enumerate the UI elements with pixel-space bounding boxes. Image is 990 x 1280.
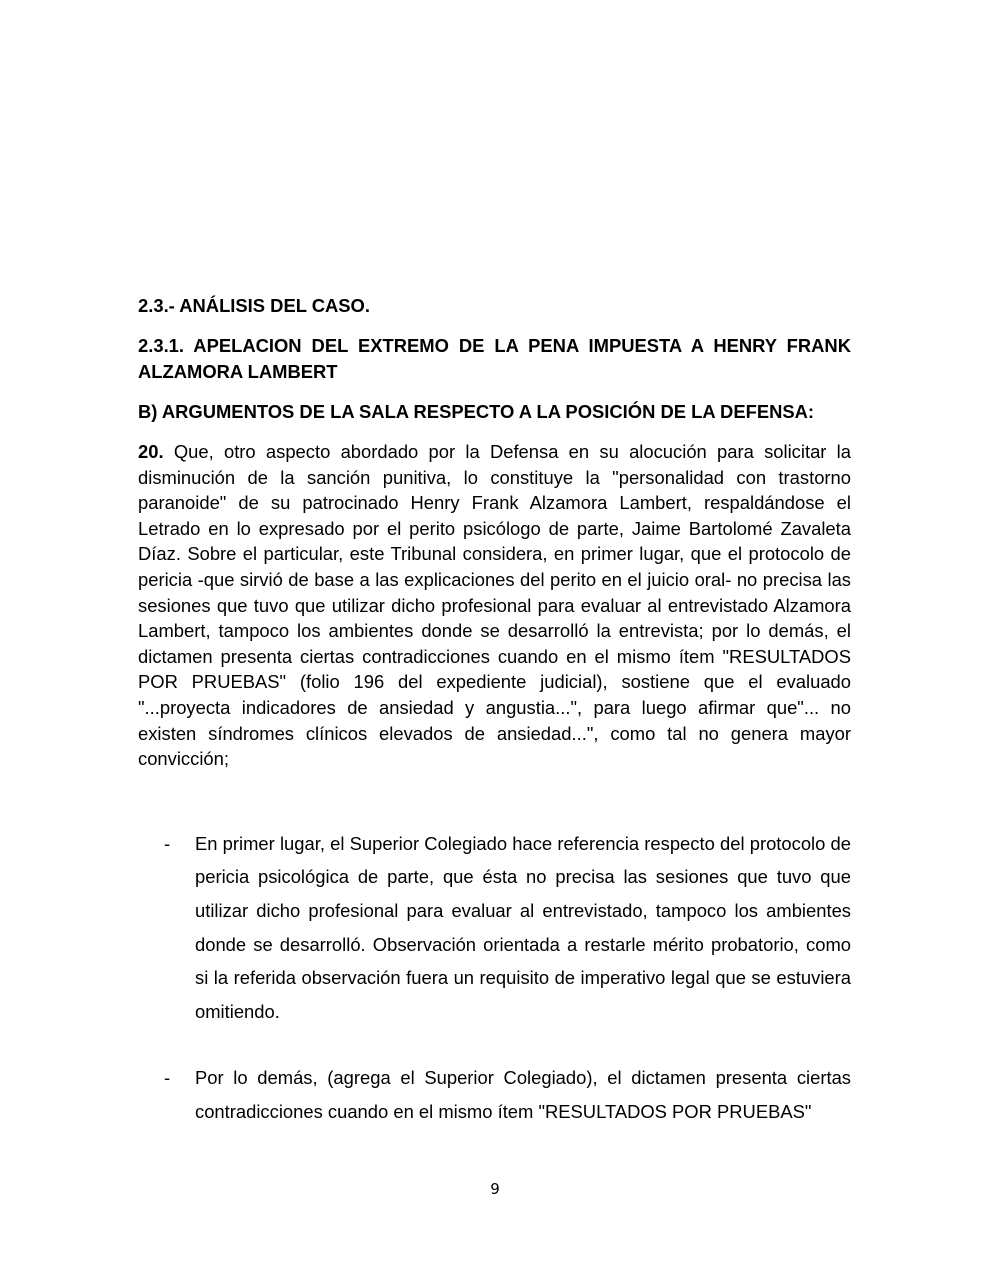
bullet-item bbox=[138, 1061, 851, 1128]
bullet-marker: - bbox=[164, 832, 171, 854]
paragraph-number: 20. bbox=[138, 441, 164, 462]
subsection-heading: 2.3.1. APELACION DEL EXTREMO DE LA PENA IMPUESTA A HENRY FRANK ALZAMORA LAMBERT bbox=[138, 335, 851, 382]
bullet-text: En primer lugar, el Superior Colegiado hace referencia respecto del protocolo de pericia psicológica de parte, que ésta no precisa las sesiones que tuvo que utilizar dicho profesional para evaluar al entrevistado, tampoco los ambientes donde se desarrolló. Observación orientada a restarle mérito probatorio, como si la referida observación fuera un requisito de imperativo legal que se estuviera omitiendo. bbox=[195, 832, 851, 1022]
bullet-list bbox=[138, 827, 851, 1129]
paragraph-20 bbox=[138, 439, 851, 772]
bullet-text: Por lo demás, (agrega el Superior Colegiado), el dictamen presenta ciertas contradicciones cuando en el mismo ítem "RESULTADOS POR PRUEBAS" bbox=[195, 1067, 851, 1122]
section-heading: 2.3.- ANÁLISIS DEL CASO. bbox=[138, 295, 370, 316]
argument-heading: B) ARGUMENTOS DE LA SALA RESPECTO A LA POSICIÓN DE LA DEFENSA: bbox=[138, 401, 815, 422]
page-number: 9 bbox=[490, 1180, 500, 1198]
page-content bbox=[138, 293, 851, 1161]
paragraph-text: Que, otro aspecto abordado por la Defensa en su alocución para solicitar la disminución de la sanción punitiva, lo constituye la "personalidad con trastorno paranoide" de su patrocinado Henry Frank Alzamora Lambert, respaldándose el Letrado en lo expresado por el perito psicólogo de parte, Jaime Bartolomé Zavaleta Díaz. Sobre el particular, este Tribunal considera, en primer lugar, que el protocolo de pericia -que sirvió de base a las explicaciones del perito en el juicio oral- no precisa las sesiones que tuvo que utilizar dicho profesional para evaluar al entrevistado Alzamora Lambert, tampoco los ambientes donde se desarrolló la entrevista; por lo demás, el dictamen presenta ciertas contradicciones cuando en el mismo ítem "RESULTADOS POR PRUEBAS" (folio 196 del expediente judicial), sostiene que el evaluado "...proyecta indicadores de ansiedad y angustia...", para luego afirmar que"... no existen síndromes clínicos elevados de ansiedad...", como tal no genera mayor convicción; bbox=[138, 441, 851, 770]
bullet-item bbox=[138, 827, 851, 1029]
bullet-marker: - bbox=[164, 1067, 171, 1089]
